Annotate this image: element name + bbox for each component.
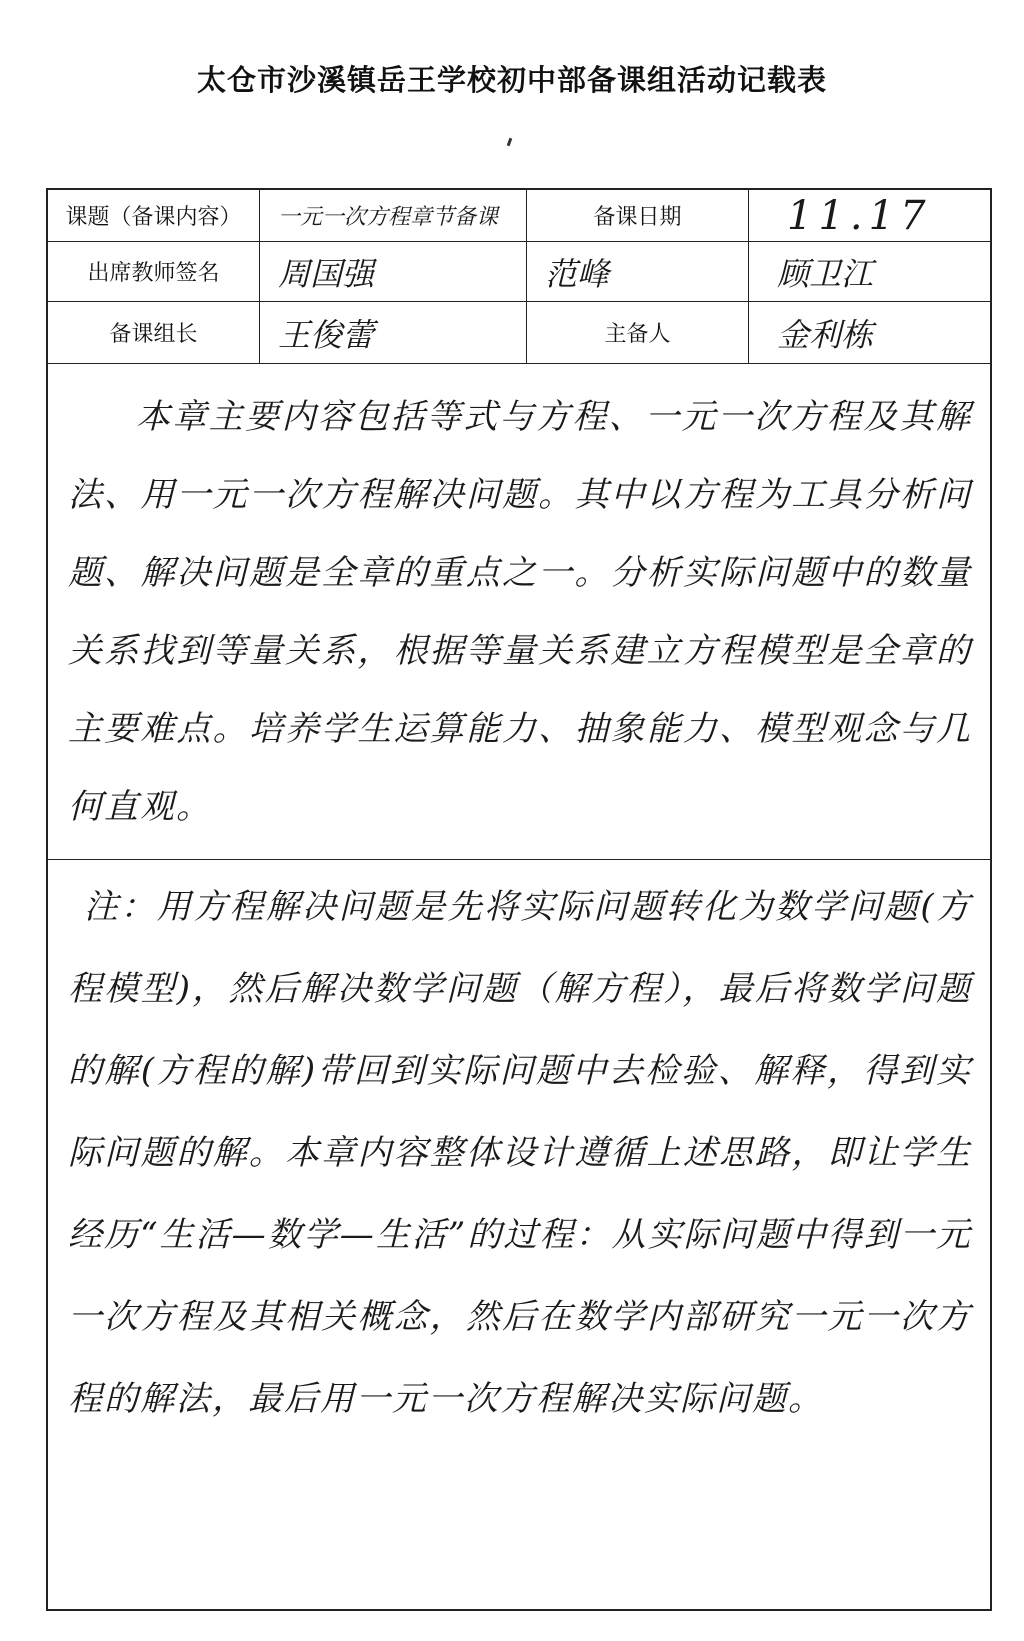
attendees-label: 出席教师签名 (87, 261, 220, 286)
topic-value-cell (260, 190, 527, 241)
leader-label-cell (48, 302, 260, 363)
leader-value: 王俊蕾 (278, 315, 375, 354)
date-label-cell (527, 190, 749, 241)
leader-value-cell (260, 302, 527, 363)
leader-label: 备课组长 (109, 322, 198, 347)
attendee-3-cell (749, 242, 990, 301)
presenter-value-cell (749, 302, 990, 363)
teaching-notes-section (48, 860, 990, 1609)
topic-label-cell (48, 190, 260, 241)
attendee-signature: 周国强 (278, 254, 375, 293)
page-title: 太仓市沙溪镇岳王学校初中部备课组活动记载表 (196, 63, 827, 97)
presenter-label-cell (527, 302, 749, 363)
topic-label: 课题（备课内容） (65, 205, 242, 230)
lesson-prep-record-form (46, 188, 992, 1611)
date-value: 11.17 (787, 192, 932, 239)
attendee-signature: 范峰 (545, 254, 610, 293)
topic-value: 一元一次方程章节备课 (278, 205, 499, 230)
presenter-value: 金利栋 (777, 315, 874, 354)
topic-row (48, 190, 990, 242)
attendee-1-cell (260, 242, 527, 301)
date-label: 备课日期 (593, 205, 682, 230)
content-summary-section (48, 364, 990, 860)
presenter-label: 主备人 (604, 322, 671, 347)
attendee-signature: 顾卫江 (777, 254, 874, 293)
leader-row (48, 302, 990, 364)
attendees-row (48, 242, 990, 302)
teaching-notes-text: 注：用方程解决问题是先将实际问题转化为数学问题(方程模型)，然后解决数学问题（解方程），最后将数学问题的解(方程的解)带回到实际问题中去检验、解释，得到实际问题的解。本章内容整体设计遵循上述思路，即让学生经历“生活—数学—生活”的过程：从实际问题中得到一元一次方程及其相关概念，然后在数学内部研究一元一次方程的解法，最后用一元一次方程解决实际问题。 (68, 887, 972, 1419)
attendees-label-cell (48, 242, 260, 301)
content-summary-text: 本章主要内容包括等式与方程、一元一次方程及其解法、用一元一次方程解决问题。其中以方程为工具分析问题、解决问题是全章的重点之一。分析实际问题中的数量关系找到等量关系，根据等量关系建立方程模型是全章的主要难点。培养学生运算能力、抽象能力、模型观念与几何直观。 (68, 397, 972, 827)
attendee-2-cell (527, 242, 749, 301)
date-value-cell (749, 190, 990, 241)
pen-mark (507, 138, 513, 147)
